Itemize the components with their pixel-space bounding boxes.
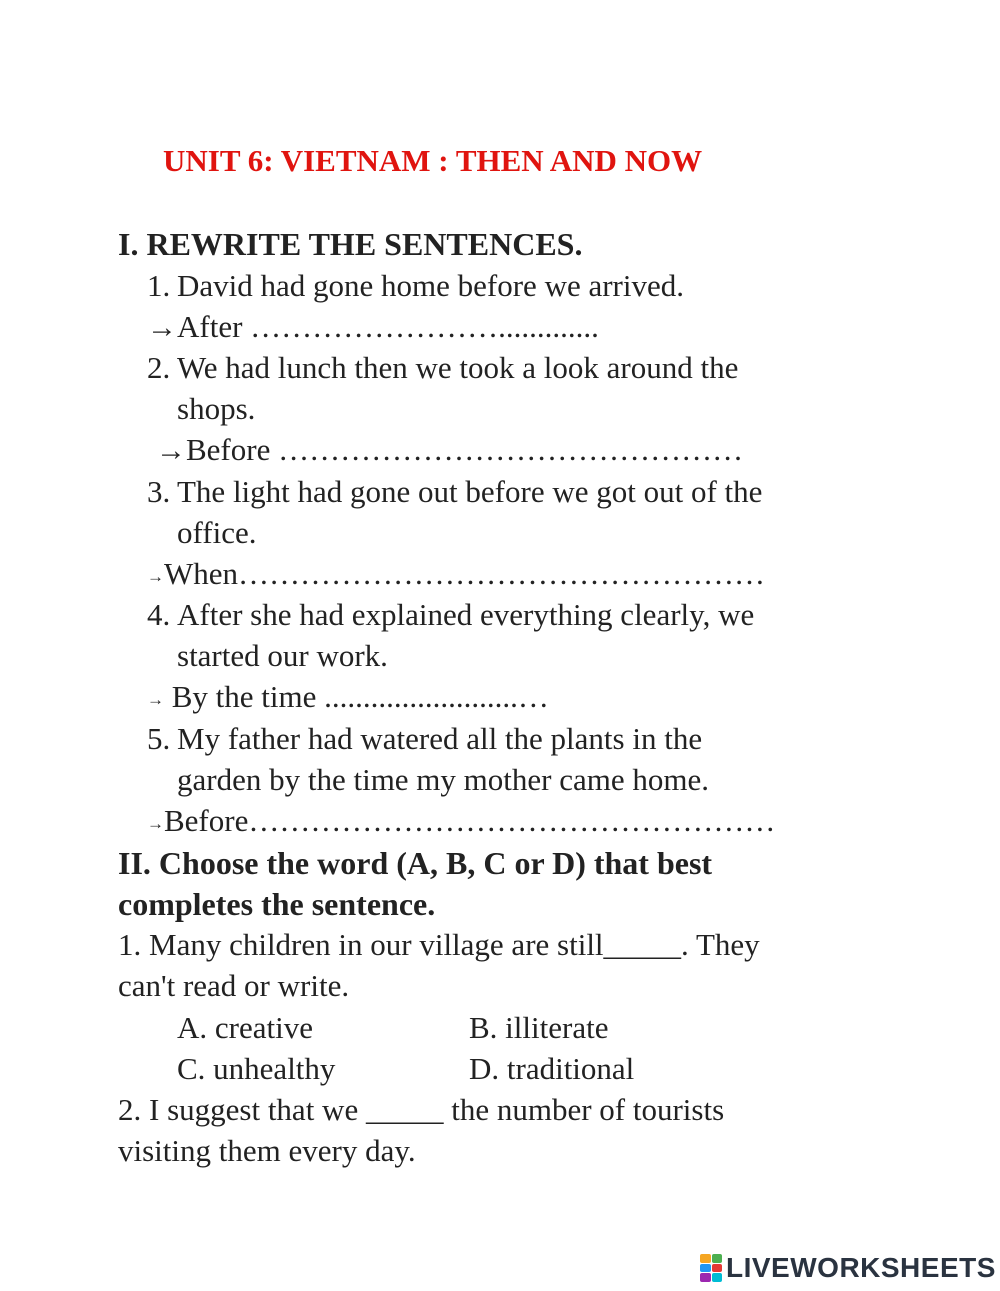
- item3-sentence-line2: office.: [177, 515, 257, 550]
- item5-sentence-line1: My father had watered all the plants in the: [177, 721, 703, 756]
- logo-square: [700, 1264, 711, 1273]
- item2-answer: [156, 432, 743, 469]
- arrow-right-icon: →: [156, 434, 186, 467]
- option-b: B. illiterate: [469, 1010, 609, 1045]
- arrow-right-icon: →: [147, 567, 164, 586]
- arrow-right-icon: →: [147, 311, 177, 344]
- item5-sentence-line2: garden by the time my mother came home.: [177, 762, 709, 797]
- item2-sentence-line2: shops.: [177, 391, 256, 426]
- logo-square: [712, 1254, 723, 1263]
- logo-square: [712, 1264, 723, 1273]
- section1-heading: I. REWRITE THE SENTENCES.: [118, 226, 583, 262]
- liveworksheets-logo: [700, 1251, 996, 1285]
- logo-square: [712, 1273, 723, 1282]
- option-a: A. creative: [177, 1010, 313, 1045]
- logo-square: [700, 1254, 711, 1263]
- page-title: UNIT 6: VIETNAM : THEN AND NOW: [163, 143, 703, 178]
- question1-line1: 1. Many children in our village are still_____. They: [118, 927, 760, 962]
- option-d: D. traditional: [469, 1051, 635, 1086]
- item2-number: 2.: [147, 350, 171, 385]
- section2-heading-line2: completes the sentence.: [118, 886, 436, 922]
- item4-answer: [147, 679, 549, 718]
- liveworksheets-logo-icon: [700, 1254, 722, 1282]
- option-c: C. unhealthy: [177, 1051, 336, 1086]
- item3-sentence-line1: The light had gone out before we got out of the: [177, 474, 763, 509]
- item2-sentence-line1: We had lunch then we took a look around the: [177, 350, 739, 385]
- item1-number: 1.: [147, 268, 171, 303]
- item3-number: 3.: [147, 474, 171, 509]
- item5-number: 5.: [147, 721, 171, 756]
- question2-line2: visiting them every day.: [118, 1133, 416, 1168]
- item5-answer-text: Before……………………………………………: [164, 803, 776, 838]
- logo-square: [700, 1273, 711, 1282]
- item1-answer-text: After …………………….............: [177, 309, 599, 344]
- item2-answer-text: Before ………………………………………: [186, 432, 744, 467]
- item1-sentence-line1: David had gone home before we arrived.: [177, 268, 684, 303]
- item5-answer: [147, 803, 775, 842]
- item3-answer-text: When……………………………………………: [164, 556, 766, 591]
- liveworksheets-logo-text: LIVEWORKSHEETS: [726, 1252, 996, 1283]
- item4-number: 4.: [147, 597, 171, 632]
- item3-answer: [147, 556, 765, 595]
- item4-answer-text: By the time .........................…: [164, 679, 549, 714]
- item4-sentence-line1: After she had explained everything clearly, we: [177, 597, 755, 632]
- arrow-right-icon: →: [147, 814, 164, 833]
- question2-line1: 2. I suggest that we _____ the number of tourists: [118, 1092, 725, 1127]
- section2-heading-line1: II. Choose the word (A, B, C or D) that best: [118, 845, 713, 881]
- item1-answer: [147, 309, 599, 346]
- question1-line2: can't read or write.: [118, 968, 350, 1003]
- item4-sentence-line2: started our work.: [177, 638, 388, 673]
- arrow-right-icon: →: [147, 690, 164, 709]
